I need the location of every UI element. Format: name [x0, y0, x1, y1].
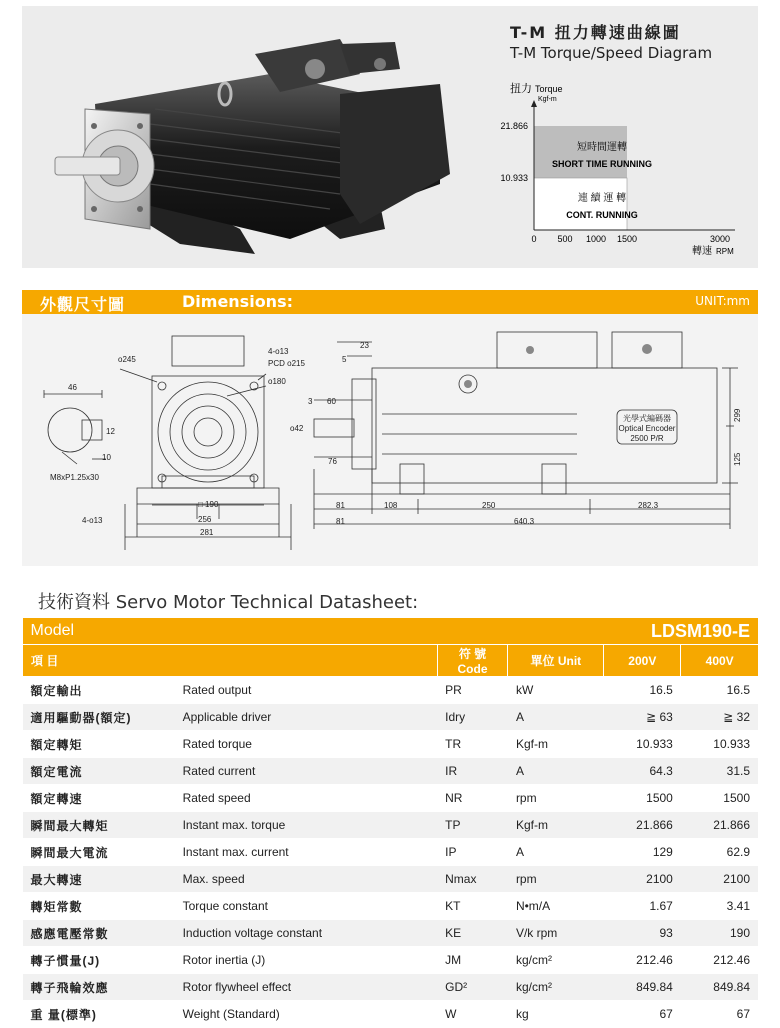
model-value: LDSM190-E — [604, 618, 758, 645]
row-value-400v: 212.46 — [681, 947, 758, 974]
row-unit: V/k rpm — [508, 920, 604, 947]
row-value-200v: 10.933 — [604, 731, 681, 758]
row-code: Idry — [437, 704, 508, 731]
row-label-en: Induction voltage constant — [175, 920, 438, 947]
row-unit: kg — [508, 1001, 604, 1028]
row-value-200v: 849.84 — [604, 974, 681, 1001]
table-row — [23, 731, 759, 758]
row-value-400v: 190 — [681, 920, 758, 947]
row-label-zh: 最大轉速 — [23, 866, 175, 893]
row-label-en: Rated output — [175, 677, 438, 704]
row-value-400v: ≧ 32 — [681, 704, 758, 731]
dim-81a: 81 — [336, 501, 345, 510]
dim-10: 10 — [102, 453, 111, 462]
row-unit: Kgf-m — [508, 731, 604, 758]
y-tick-10933: 10.933 — [500, 173, 528, 183]
dimension-drawing — [22, 314, 758, 566]
dim-12: 12 — [106, 427, 115, 436]
spec-table — [22, 618, 758, 1028]
dim-d180: ο180 — [268, 377, 286, 386]
model-label: Model — [23, 618, 604, 645]
row-code: KT — [437, 893, 508, 920]
row-code: TR — [437, 731, 508, 758]
tm-chart — [480, 74, 750, 260]
row-label-en: Applicable driver — [175, 704, 438, 731]
dim-23: 23 — [360, 341, 369, 350]
row-code: GD² — [437, 974, 508, 1001]
dim-holes-bottom: 4-ο13 — [82, 516, 103, 525]
table-row — [23, 758, 759, 785]
row-code: Nmax — [437, 866, 508, 893]
row-label-zh: 額定轉矩 — [23, 731, 175, 758]
dim-250: 250 — [482, 501, 496, 510]
row-value-400v: 10.933 — [681, 731, 758, 758]
row-label-en: Torque constant — [175, 893, 438, 920]
row-code: PR — [437, 677, 508, 704]
row-value-200v: 64.3 — [604, 758, 681, 785]
row-code: JM — [437, 947, 508, 974]
col-400v: 400V — [681, 645, 758, 677]
dim-w256: 256 — [198, 515, 212, 524]
datasheet-title: 技術資料 Servo Motor Technical Datasheet: — [38, 592, 419, 613]
row-value-200v: ≧ 63 — [604, 704, 681, 731]
dim-282: 282.3 — [638, 501, 659, 510]
x-tick-0: 0 — [531, 234, 537, 244]
dim-46: 46 — [68, 383, 77, 392]
dim-pcd: PCD ο215 — [268, 359, 305, 368]
y-label-unit: Kgf-m — [538, 96, 557, 103]
x-tick-1000: 1000 — [585, 234, 607, 244]
col-code: 符 號 Code — [437, 645, 508, 677]
cont-label-en: CONT. RUNNING — [566, 210, 638, 220]
table-row — [23, 866, 759, 893]
row-value-200v: 16.5 — [604, 677, 681, 704]
dimensions-unit: UNIT:mm — [695, 294, 750, 308]
dim-thread: M8xP1.25x30 — [50, 473, 99, 482]
row-label-en: Rated torque — [175, 731, 438, 758]
x-label-unit: RPM — [716, 247, 734, 256]
dim-3: 3 — [308, 397, 313, 406]
table-row — [23, 677, 759, 704]
row-value-200v: 1.67 — [604, 893, 681, 920]
y-label-zh: 扭力 — [510, 83, 532, 95]
row-label-en: Instant max. current — [175, 839, 438, 866]
row-value-200v: 1500 — [604, 785, 681, 812]
row-label-en: Rated current — [175, 758, 438, 785]
row-label-zh: 重 量(標準) — [23, 1001, 175, 1028]
row-unit: rpm — [508, 866, 604, 893]
x-tick-500: 500 — [557, 234, 573, 244]
table-row — [23, 974, 759, 1001]
row-code: W — [437, 1001, 508, 1028]
dim-125: 125 — [733, 452, 742, 466]
row-label-en: Max. speed — [175, 866, 438, 893]
col-unit: 單位 Unit — [508, 645, 604, 677]
short-time-label-en: SHORT TIME RUNNING — [552, 159, 652, 169]
row-label-en: Rotor flywheel effect — [175, 974, 438, 1001]
row-label-zh: 額定轉速 — [23, 785, 175, 812]
row-value-400v: 67 — [681, 1001, 758, 1028]
row-value-400v: 62.9 — [681, 839, 758, 866]
row-value-200v: 2100 — [604, 866, 681, 893]
row-value-200v: 212.46 — [604, 947, 681, 974]
row-value-200v: 67 — [604, 1001, 681, 1028]
column-header-row — [23, 645, 759, 677]
table-row — [23, 920, 759, 947]
row-label-zh: 轉矩常數 — [23, 893, 175, 920]
row-label-zh: 額定輸出 — [23, 677, 175, 704]
row-unit: kW — [508, 677, 604, 704]
encoder-label-en: Optical Encoder — [618, 424, 676, 433]
y-label-en: Torque — [535, 84, 563, 94]
row-label-zh: 轉子飛輪效應 — [23, 974, 175, 1001]
dim-640: 640.3 — [514, 517, 535, 526]
col-200v: 200V — [604, 645, 681, 677]
row-value-400v: 31.5 — [681, 758, 758, 785]
row-label-en: Rated speed — [175, 785, 438, 812]
table-row — [23, 839, 759, 866]
row-label-zh: 瞬間最大電流 — [23, 839, 175, 866]
dim-81b: 81 — [336, 517, 345, 526]
short-time-label-zh: 短時間運轉 — [577, 142, 627, 153]
dim-76: 76 — [328, 457, 337, 466]
row-label-en: Instant max. torque — [175, 812, 438, 839]
cont-label-zh: 連 續 運 轉 — [577, 193, 627, 204]
row-value-200v: 129 — [604, 839, 681, 866]
encoder-label-zh: 光學式編碼器 — [623, 414, 671, 423]
row-code: NR — [437, 785, 508, 812]
table-row — [23, 704, 759, 731]
dim-5: 5 — [342, 355, 347, 364]
row-value-400v: 2100 — [681, 866, 758, 893]
table-row — [23, 1001, 759, 1028]
row-label-zh: 感應電壓常數 — [23, 920, 175, 947]
table-row — [23, 947, 759, 974]
dimensions-header — [22, 290, 758, 314]
dimensions-title-zh: 外觀尺寸圖 — [40, 295, 126, 314]
row-label-en: Rotor inertia (J) — [175, 947, 438, 974]
row-value-400v: 1500 — [681, 785, 758, 812]
y-tick-21866: 21.866 — [500, 121, 528, 131]
dim-108: 108 — [384, 501, 398, 510]
encoder-resolution: 2500 P/R — [630, 434, 664, 443]
dim-60: 60 — [327, 397, 336, 406]
model-header-row — [23, 618, 759, 645]
dimensions-title-en: Dimensions: — [182, 292, 293, 311]
x-label-zh: 轉速 — [692, 246, 712, 257]
x-tick-1500: 1500 — [616, 234, 638, 244]
dim-d42: ο42 — [290, 424, 304, 433]
dim-w190: □ 190 — [198, 500, 219, 509]
row-unit: N•m/A — [508, 893, 604, 920]
row-unit: A — [508, 704, 604, 731]
row-label-zh: 轉子慣量(J) — [23, 947, 175, 974]
dim-holes: 4-ο13 — [268, 347, 289, 356]
dim-299: 299 — [733, 408, 742, 422]
dim-d245: ο245 — [118, 355, 136, 364]
table-row — [23, 785, 759, 812]
x-tick-3000: 3000 — [709, 234, 731, 244]
row-code: IR — [437, 758, 508, 785]
cont-running-area — [534, 178, 627, 230]
row-label-en: Weight (Standard) — [175, 1001, 438, 1028]
row-unit: Kgf-m — [508, 812, 604, 839]
row-unit: A — [508, 839, 604, 866]
tm-title-en: T-M Torque/Speed Diagram — [510, 44, 713, 62]
row-label-zh: 額定電流 — [23, 758, 175, 785]
row-value-200v: 93 — [604, 920, 681, 947]
dim-w281: 281 — [200, 528, 214, 537]
motor-photo — [40, 14, 470, 264]
row-code: IP — [437, 839, 508, 866]
row-unit: kg/cm² — [508, 974, 604, 1001]
row-value-400v: 21.866 — [681, 812, 758, 839]
row-unit: A — [508, 758, 604, 785]
row-value-400v: 3.41 — [681, 893, 758, 920]
table-row — [23, 812, 759, 839]
row-value-400v: 849.84 — [681, 974, 758, 1001]
col-item: 項 目 — [23, 645, 438, 677]
row-code: KE — [437, 920, 508, 947]
row-code: TP — [437, 812, 508, 839]
row-value-400v: 16.5 — [681, 677, 758, 704]
row-unit: kg/cm² — [508, 947, 604, 974]
row-label-zh: 瞬間最大轉矩 — [23, 812, 175, 839]
row-label-zh: 適用驅動器(額定) — [23, 704, 175, 731]
tm-title-zh: T-M 扭力轉速曲線圖 — [510, 23, 681, 42]
row-value-200v: 21.866 — [604, 812, 681, 839]
table-row — [23, 893, 759, 920]
row-unit: rpm — [508, 785, 604, 812]
